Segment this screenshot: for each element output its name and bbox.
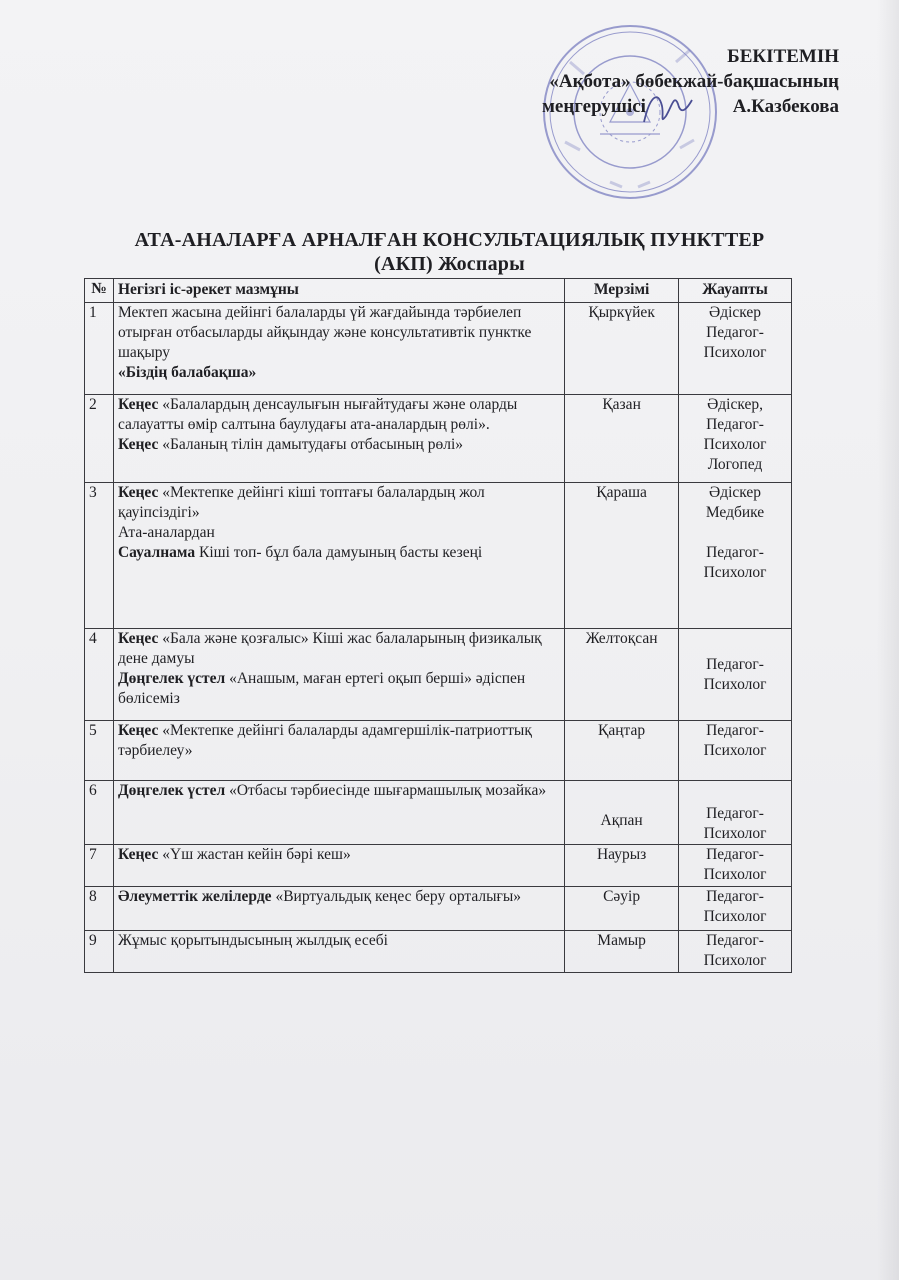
document-title — [0, 228, 899, 276]
row-text-bold: Дөңгелек үстел — [117, 670, 226, 687]
responsible-line: Психолог — [703, 908, 767, 925]
table-row — [85, 721, 792, 781]
row-content — [113, 483, 564, 629]
row-number: 7 — [85, 845, 114, 887]
row-content — [113, 303, 564, 395]
table-row — [85, 395, 792, 483]
row-responsible — [679, 303, 792, 395]
row-number: 5 — [85, 721, 114, 781]
row-text: «Анашым, маған ертегі оқып берші» әдіспен бөлісеміз — [117, 670, 526, 707]
row-text-bold: Кеңес — [117, 396, 159, 413]
responsible-line: Психолог — [703, 564, 767, 581]
row-text-bold: Дөңгелек үстел — [117, 782, 226, 799]
table-row — [85, 931, 792, 973]
row-content — [113, 845, 564, 887]
responsible-line: Педагог- — [706, 324, 764, 341]
row-date: Қыркүйек — [565, 303, 679, 395]
row-responsible — [679, 483, 792, 629]
row-responsible — [679, 931, 792, 973]
row-text: «Мектепке дейінгі кіші топтағы балалардың жол қауіпсіздігі» — [117, 484, 485, 521]
row-date: Мамыр — [565, 931, 679, 973]
row-text-bold: Кеңес — [117, 630, 159, 647]
row-responsible — [679, 629, 792, 721]
row-text: «Виртуальдық кеңес беру орталығы» — [271, 888, 522, 905]
row-text-bold: Кеңес — [117, 436, 159, 453]
responsible-line: Психолог — [703, 825, 767, 842]
header-date: Мерзімі — [565, 279, 679, 303]
row-date: Наурыз — [565, 845, 679, 887]
approval-organization: «Ақбота» бөбекжай-бақшасының — [549, 71, 839, 92]
row-text-bold: Кеңес — [117, 722, 159, 739]
row-responsible — [679, 721, 792, 781]
handwritten-signature — [640, 86, 700, 130]
row-text-bold: Кеңес — [117, 846, 159, 863]
responsible-line: Психолог — [703, 742, 767, 759]
responsible-line: Психолог — [703, 952, 767, 969]
row-text: «Мектепке дейінгі балаларды адамгершілік-патриоттық тәрбиелеу» — [117, 722, 532, 759]
row-text: «Баланың тілін дамытудағы отбасының рөлі» — [158, 436, 464, 453]
row-date: Қазан — [565, 395, 679, 483]
responsible-line — [683, 523, 787, 543]
row-content — [113, 395, 564, 483]
row-text: «Балалардың денсаулығын нығайтудағы және оларды салауатты өмір салтына баулудағы ата-аналардың рөлі». — [117, 396, 518, 433]
row-text-bold: Сауалнама — [117, 544, 196, 561]
row-content — [113, 629, 564, 721]
row-date: Сәуір — [565, 887, 679, 931]
row-responsible — [679, 781, 792, 845]
header-responsible: Жауапты — [679, 279, 792, 303]
row-number: 6 — [85, 781, 114, 845]
row-content — [113, 887, 564, 931]
approval-title: БЕКІТЕМІН — [727, 46, 839, 67]
row-number: 8 — [85, 887, 114, 931]
table-row — [85, 845, 792, 887]
row-text: Ата-аналардан — [117, 524, 215, 541]
table-row — [85, 887, 792, 931]
row-text-bold: Әлеуметтік желілерде — [117, 888, 272, 905]
row-text: «Үш жастан кейін бәрі кеш» — [158, 846, 351, 863]
responsible-line: Педагог- — [706, 932, 764, 949]
row-text: «Отбасы тәрбиесінде шығармашылық мозайка» — [225, 782, 547, 799]
responsible-line: Әдіскер — [709, 304, 762, 321]
row-responsible — [679, 845, 792, 887]
responsible-line: Психолог — [703, 675, 767, 693]
responsible-line: Әдіскер, — [707, 396, 763, 413]
row-text: Кіші топ- бұл бала дамуының басты кезеңі — [195, 544, 483, 561]
responsible-line: Психолог — [703, 436, 767, 453]
table-row — [85, 303, 792, 395]
title-line-2: (АКП) Жоспары — [374, 253, 525, 275]
row-text: «Бала және қозғалыс» Кіші жас балаларының физикалық дене дамуы — [117, 630, 542, 667]
row-number: 4 — [85, 629, 114, 721]
row-number: 9 — [85, 931, 114, 973]
responsible-line: Психолог — [703, 344, 767, 361]
approval-role: меңгерушісі — [541, 96, 646, 117]
header-number: № — [85, 279, 114, 303]
table-header-row — [85, 279, 792, 303]
responsible-line: Медбике — [705, 504, 765, 521]
header-content: Негізгі іс-әрекет мазмұны — [113, 279, 564, 303]
plan-table — [84, 278, 792, 973]
responsible-line: Педагог- — [706, 544, 764, 561]
row-text: Мектеп жасына дейінгі балаларды үй жағдайында тәрбиелеп отырған отбасыларды айқындау және консультативтік пунктке шақыру — [117, 304, 532, 361]
responsible-line: Педагог- — [706, 846, 764, 863]
row-content — [113, 721, 564, 781]
responsible-line: Педагог- — [706, 722, 764, 739]
row-date: Ақпан — [565, 781, 679, 845]
row-date: Желтоқсан — [565, 629, 679, 721]
page-shadow-edge — [877, 0, 899, 1280]
row-number: 3 — [85, 483, 114, 629]
row-text-bold: «Біздің балабақша» — [117, 364, 257, 381]
responsible-line: Психолог — [703, 866, 767, 883]
row-number: 1 — [85, 303, 114, 395]
table-row — [85, 629, 792, 721]
table-row — [85, 781, 792, 845]
row-number: 2 — [85, 395, 114, 483]
responsible-line: Педагог- — [706, 416, 764, 433]
table-row — [85, 483, 792, 629]
responsible-line: Логопед — [707, 456, 763, 473]
title-line-1: АТА-АНАЛАРҒА АРНАЛҒАН КОНСУЛЬТАЦИЯЛЫҚ ПУНКТТЕР — [134, 229, 765, 251]
responsible-line: Педагог- — [706, 655, 764, 673]
responsible-line: Әдіскер — [709, 484, 762, 501]
row-content — [113, 781, 564, 845]
row-date: Қараша — [565, 483, 679, 629]
row-content — [113, 931, 564, 973]
row-responsible — [679, 887, 792, 931]
responsible-line: Педагог- — [706, 805, 764, 822]
row-responsible — [679, 395, 792, 483]
approval-name: А.Казбекова — [732, 96, 839, 117]
row-date: Қаңтар — [565, 721, 679, 781]
row-text-bold: Кеңес — [117, 484, 159, 501]
row-text: Жұмыс қорытындысының жылдық есебі — [117, 932, 388, 949]
responsible-line: Педагог- — [706, 888, 764, 905]
